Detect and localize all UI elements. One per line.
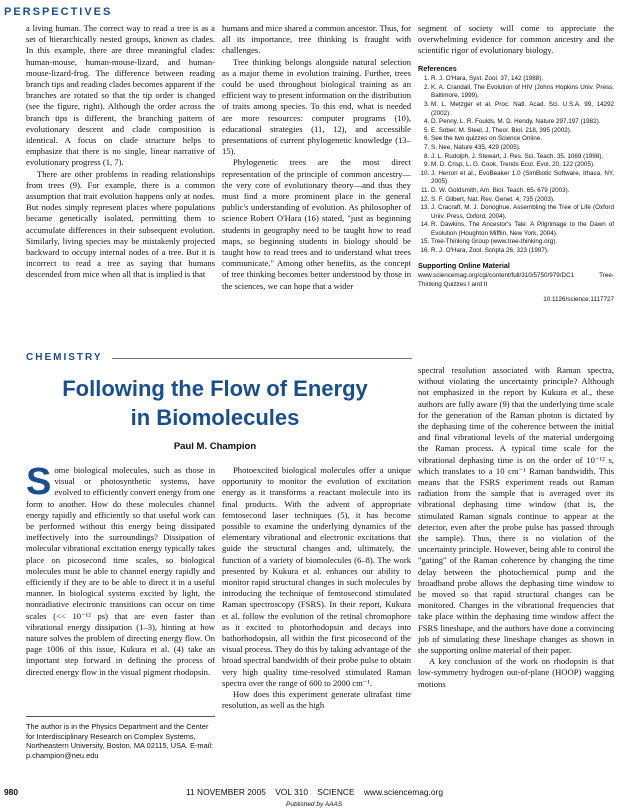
issue-date: 11 NOVEMBER 2005 [186, 787, 266, 797]
paragraph: a living human. The correct way to read a tree is as a set of hierarchically nested groups, known as clades. In this example, there are three meaningful clades: human-mouse, human-mouse-lizard, and human-mouse-lizard-frog. The difference between reading branch tips and reading clades becomes apparent if the branches are rotated so that the tip order is changed (see the figure, right). Although the order across the branch tips is different, the branching pattern of evolutionary descent and clade composition is identical. A focus on clade structure helps to emphasize that there is no single, linear narrative of evolutionary progress (1, 7). [26, 23, 215, 168]
reference-item: 7. S. Nee, Nature 435, 429 (2005). [431, 144, 614, 153]
reference-list [418, 75, 614, 255]
top-column-1 [26, 23, 215, 281]
section-header: PERSPECTIVES [4, 6, 113, 18]
reference-item: 9. M. D. Crisp, L. G. Cook, Trends Ecol. Evol. 20, 122 (2005). [431, 161, 614, 170]
footer-info [186, 787, 443, 797]
paragraph: A key conclusion of the work on rhodopsin is that low-symmetry hydrogen out-of-plane (HOOP) wagging motions [418, 656, 614, 689]
volume: VOL 310 [275, 787, 308, 797]
supporting-material-heading: Supporting Online Material [418, 260, 510, 270]
author-affiliation: The author is in the Physics Department and the Center for Interdisciplinary Research on Complex Systems, Northeastern University, Boston, MA 02115, USA. E-mail: p.champion@neu.edu [26, 722, 214, 760]
reference-item: 6. See the two quizzes on Science Online. [431, 135, 614, 144]
top-column-3 [418, 23, 614, 305]
top-column-2 [222, 23, 411, 292]
paragraph: Photoexcited biological molecules offer a unique opportunity to monitor the evolution of excitation energy as it transforms a reactant molecule into its final products. With the advent of appropriate femtosecond laser techniques (5), it has become possible to examine the underlying dynamics of the elementary vibrational and electronic excitations that guide the structural changes and, ultimately, the function of a variety of biomolecules (6–8). The work presented by Kukura et al. enhances our ability to monitor rapid structural changes in such molecules by introducing the technique of femtosecond stimulated Raman spectroscopy (FSRS). In their report, Kukura et al. follow the evolution of the retinal chromophore as it excited to photorhodopsin and decays into bathorhodopsin, all within the first picosecond of the visual process. They do this by taking advantage of the broad spectral bandwidth of their probe pulse to obtain very high quality time-resolved stimulated Raman spectra over the range of 600 to 2000 cm⁻¹. [222, 465, 411, 688]
paragraph: There are other problems in reading relationships from trees (9). For example, there is a common assumption that trait evolution happens only at nodes. But nodes simply represent places where populations became genetically isolated, permitting them to accumulate differences in their subsequent evolution. Similarly, living species may be mistakenly projected backward to occupy internal nodes of a tree. But it is incorrect to read a tree as saying that humans descended from mice when all that is implied is that [26, 168, 215, 280]
reference-item: 4. D. Penny, L. R. Foulds, M. D. Hendy, Nature 297,197 (1982). [431, 118, 614, 127]
references-heading: References [418, 63, 457, 73]
journal-name: SCIENCE [317, 787, 355, 797]
reference-item: 8. J. L. Rudolph, J. Stewart, J. Res. Sci. Teach. 35, 1069 (1998). [431, 153, 614, 162]
doi: 10.1126/science.1117727 [543, 296, 614, 304]
references [418, 65, 614, 305]
reference-item: 10. J. Herron et al., EvoBeaker 1.0 (SimBiotic Software, Ithaca, NY, 2005). [431, 170, 614, 187]
paragraph: Tree thinking belongs alongside natural selection as a major theme in evolution training. Further, trees could be used throughout biological training as an efficient way to present information on the distribution of traits among species. To this end, what is needed are more resources: computer programs (10), educational strategies (11, 12), and accessible presentations of current phylogenetic knowledge (13–15). [222, 56, 411, 157]
paragraph: Some biological molecules, such as those in visual or photosynthetic systems, have evolved to efficiently convert energy from one form to another. How do these molecules channel energy rapidly and efficiently so that useful work can be performed without this energy being dissipated ineffectively into the surroundings? Dissipation of molecular vibrational excitation energy typically takes place on picosecond time scales, so biological molecules must be able to channel energy rapidly and efficiently if they are to be able to direct it in a useful manner. In biological systems excited by light, the nonradiative electronic transitions can occur on time scales (<< 10⁻¹² ps) that are even faster than vibrational energy dissipation (1–3), hinting at how nature solves the problem of directing energy flow. On page 1006 of this issue, Kukura et al. (4) take an important step forward in defining the process of directed energy flow in the visual pigment rhodopsin. [26, 461, 215, 677]
journal-url: www.sciencemag.org [363, 787, 443, 797]
reference-item: 14. R. Dawkins, The Ancestor's Tale: A Pilgrimage to the Dawn of Evolution (Houghton Mifflin, New York, 2004). [431, 221, 614, 238]
reference-item: 3. M. L. Metzger et al. Proc. Natl. Acad. Sci. U.S.A. 99, 14292 (2002). [431, 101, 614, 118]
title-line: Following the Flow of Energy [62, 376, 368, 401]
reference-item: 15. Tree-Thinking Group (www.tree-thinking.org). [431, 238, 614, 247]
article-kicker: CHEMISTRY [26, 352, 103, 363]
article-column-2 [222, 465, 411, 711]
paragraph: segment of society will come to appreciate the overwhelming evidence for common ancestry and the scientific rigor of evolutionary biology. [418, 23, 614, 56]
reference-item: 2. K. A. Crandall, The Evolution of HIV (Johns Hopkins Univ. Press, Baltimore, 1999). [431, 84, 614, 101]
title-line: in Biomolecules [130, 405, 300, 430]
reference-item: 12. S. F. Gilbert, Nat. Rev. Genet. 4, 735 (2003). [431, 196, 614, 205]
paragraph: spectral resolution associated with Raman spectra, without violating the uncertainty principle? Although not emphasized in the report by Kukura et al., these authors are fully aware (9) that the underlying time scale for the generation of the Raman photon is dictated by the dephasing time of the coherence between the initial and final vibrational levels of the material undergoing the Raman process. A typical time scale for the vibrational dephasing time is on the order of 10⁻¹² s, which translates to a 10 cm⁻¹ Raman bandwidth. This means that the FSRS experiment reads out Raman radiation from the sample that is averaged over its vibrational dephasing time window (that is, the stimulated Raman signals continue to appear at the detector, even after the probe pulse has passed through the sample). Thus, there is no violation of the uncertainty principle. However, being able to control the "gating" of the Raman coherence by changing the time delay between the photochemical pump and the broadband probe allows the dephasing time window to be moved so that rapid structural changes can be monitored. Changes in the vibrational frequencies that take place within the dephasing time window affect the FSRS lineshape, and the authors have done a convincing job of simulating these lineshape changes as shown in the supporting online material of their paper. [418, 365, 614, 656]
article-column-1 [26, 461, 215, 678]
drop-cap: S [26, 461, 52, 503]
reference-item: 1. R. J. O'Hara, Syst. Zool. 37, 142 (1988). [431, 75, 614, 84]
reference-item: 13. J. Cracraft, M. J. Donoghue, Assembling the Tree of Life (Oxford Univ. Press, Oxford, 2004). [431, 204, 614, 221]
paragraph: humans and mice shared a common ancestor. Thus, for all its importance, tree thinking is fraught with challenges. [222, 23, 411, 56]
published-by: Published by AAAS [286, 801, 343, 808]
section-divider [112, 358, 412, 359]
page-number: 980 [4, 787, 18, 797]
reference-item: 11. D. W. Goldsmith, Am. Biol. Teach. 65, 679 (2003). [431, 187, 614, 196]
paragraph: How does this experiment generate ultrafast time resolution, as well as the high [222, 689, 411, 711]
supporting-material-text: www.sciencemag.org/cgi/content/full/310/5750/979/DC1 Tree-Thinking Quizzes I and II [418, 272, 614, 288]
footnote-rule [26, 716, 215, 717]
article-title [26, 374, 404, 432]
reference-item: 16. R. J. O'Hara, Zool. Scripta 26, 323 (1997). [431, 247, 614, 256]
paragraph: Phylogenetic trees are the most direct representation of the principle of common ancestry—the very core of evolutionary theory—and thus they must find a more prominent place in the general public's understanding of evolution. As philosopher of science Robert O'Hara (16) stated, "just as beginning students in geography need to be taught how to read maps, so beginning students in biology should be taught how to read trees and to understand what trees communicate." Among other benefits, as the concept of tree thinking becomes better understood by those in the sciences, we can hope that a wider [222, 157, 411, 291]
reference-item: 5. E. Sober, M. Steel, J. Theor. Biol. 218, 395 (2002). [431, 127, 614, 136]
article-column-3 [418, 365, 614, 690]
author-byline: Paul M. Champion [173, 441, 257, 452]
